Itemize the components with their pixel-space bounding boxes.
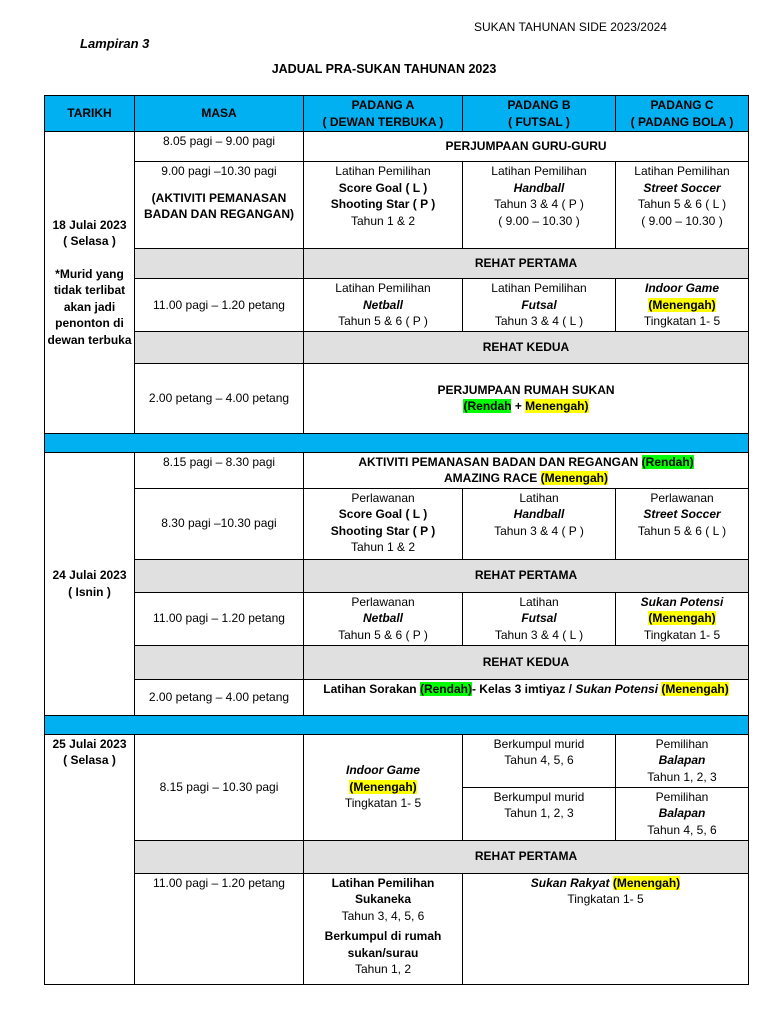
event-cell — [304, 452, 749, 488]
padang-a-cell — [304, 488, 463, 559]
time-cell: 11.00 pagi – 1.20 petang — [135, 279, 304, 332]
lampiran-label: Lampiran 3 — [80, 36, 150, 51]
time-cell: 11.00 pagi – 1.20 petang — [135, 873, 304, 984]
level-text: Tahun 3 & 4 ( L ) — [494, 314, 584, 328]
level-text: Tahun 4, 5, 6 — [647, 822, 717, 837]
activity-name: Futsal — [521, 297, 557, 312]
activity-name: Sukaneka — [354, 892, 412, 906]
event-header: SUKAN TAHUNAN SIDE 2023/2024 — [474, 20, 667, 34]
activity-type: Latihan Pemilihan — [335, 281, 431, 295]
col-tarikh: TARIKH — [45, 96, 135, 132]
time-range: ( 9.00 – 10.30 ) — [498, 213, 580, 228]
padang-bc-cell — [463, 873, 749, 984]
date-text: 25 Julai 2023 — [52, 736, 127, 751]
time-text: 9.00 pagi –10.30 pagi — [161, 164, 277, 178]
day-separator — [45, 715, 749, 734]
padang-c-sub: ( PADANG BOLA ) — [630, 114, 734, 129]
activity-name: Netball — [362, 297, 403, 312]
time-cell: 8.30 pagi –10.30 pagi — [135, 488, 304, 559]
level-text: Tingkatan 1- 5 — [344, 796, 422, 811]
activity-type: Latihan — [519, 594, 559, 609]
time-cell: 8.15 pagi – 8.30 pagi — [135, 452, 304, 488]
activity-type: Latihan Pemilihan — [634, 164, 730, 178]
padang-a-sub: ( DEWAN TERBUKA ) — [322, 114, 444, 129]
activity-type: Berkumpul murid — [493, 789, 585, 804]
activity-name: Handball — [513, 180, 565, 195]
menengah-highlight: (Menengah) — [648, 611, 716, 625]
warmup-note: (AKTIVITI PEMANASAN BADAN DAN REGANGAN) — [144, 190, 294, 221]
activity-type: Latihan Pemilihan — [335, 164, 431, 178]
date-text: 18 Julai 2023 — [52, 217, 127, 232]
level-text: Tahun 4, 5, 6 — [504, 753, 574, 767]
date-cell-day2 — [45, 452, 135, 715]
rendah-highlight: (Rendah) — [641, 454, 694, 469]
activity-name: Street Soccer — [643, 507, 721, 521]
padang-a-name: PADANG A — [351, 98, 415, 112]
rendah-highlight: (Rendah) — [419, 681, 472, 696]
level-text: Tahun 5 & 6 ( L ) — [637, 197, 727, 211]
activity-name: Indoor Game — [345, 763, 420, 778]
level-text: Tahun 1 & 2 — [350, 213, 416, 228]
padang-b-sub: ( FUTSAL ) — [508, 114, 570, 129]
day-text: ( Selasa ) — [63, 753, 116, 767]
event-cell: PERJUMPAAN GURU-GURU — [304, 132, 749, 162]
padang-c-name: PADANG C — [650, 98, 714, 112]
level-text: Tahun 1, 2, 3 — [504, 806, 574, 820]
spectator-note: *Murid yang tidak terlibat akan jadi penonton di dewan terbuka — [47, 266, 132, 347]
date-cell-day3 — [45, 734, 135, 984]
time-cell: 2.00 petang – 4.00 petang — [135, 679, 304, 715]
padang-b-cell — [463, 787, 616, 840]
event-cell — [304, 679, 749, 715]
schedule-table — [44, 95, 749, 985]
activity-name: Sukan Potensi — [640, 594, 724, 609]
table-row — [45, 331, 749, 363]
level-text: Tahun 1, 2 — [354, 962, 412, 976]
activity-type: Pemilihan — [655, 789, 709, 804]
rest-blank — [135, 249, 304, 279]
gathering-text: Berkumpul di rumah — [324, 929, 442, 943]
sukan-potensi-text: Sukan Potensi — [575, 681, 659, 696]
table-row — [45, 559, 749, 592]
page-title: JADUAL PRA-SUKAN TAHUNAN 2023 — [271, 62, 497, 76]
padang-c-cell — [616, 488, 749, 559]
activity-type: Latihan — [519, 490, 559, 505]
day-separator — [45, 433, 749, 452]
menengah-highlight: (Menengah) — [540, 471, 608, 485]
col-padang-c — [616, 96, 749, 132]
rest-blank — [135, 559, 304, 592]
level-text: Tahun 5 & 6 ( P ) — [338, 627, 428, 642]
padang-c-cell — [616, 734, 749, 787]
level-text: Tahun 1, 2, 3 — [647, 769, 717, 784]
padang-c-cell — [616, 279, 749, 332]
table-row — [45, 132, 749, 162]
rest-blank — [135, 840, 304, 873]
activity-name: Shooting Star ( P ) — [330, 197, 436, 211]
activity-type: Latihan Pemilihan — [331, 875, 435, 890]
padang-b-cell — [463, 488, 616, 559]
activity-type: Berkumpul murid — [493, 736, 585, 751]
menengah-highlight: (Menengah) — [648, 297, 716, 312]
activity-name: Futsal — [521, 611, 557, 625]
rendah-highlight: (Rendah — [463, 399, 512, 413]
padang-c-cell — [616, 162, 749, 249]
rest-label: REHAT KEDUA — [304, 331, 749, 363]
activity-type: Pemilihan — [655, 736, 709, 751]
event-text: PERJUMPAAN RUMAH SUKAN — [437, 382, 615, 397]
padang-c-cell — [616, 787, 749, 840]
activity-name: Netball — [362, 611, 403, 625]
table-row — [45, 840, 749, 873]
table-row — [45, 873, 749, 984]
activity-type: Perlawanan — [650, 490, 714, 505]
table-row — [45, 452, 749, 488]
table-row — [45, 279, 749, 332]
table-row — [45, 162, 749, 249]
padang-b-cell — [463, 734, 616, 787]
activity-name: Score Goal ( L ) — [338, 507, 428, 521]
padang-a-cell — [304, 734, 463, 840]
padang-b-cell — [463, 162, 616, 249]
gathering-place: sukan/surau — [347, 945, 419, 960]
date-cell-day1 — [45, 132, 135, 434]
rest-label: REHAT PERTAMA — [304, 840, 749, 873]
activity-type: Latihan Pemilihan — [491, 164, 587, 178]
col-masa: MASA — [135, 96, 304, 132]
activity-name: Balapan — [658, 753, 706, 767]
amazing-race-text: AMAZING RACE — [443, 471, 541, 485]
level-text: Tingkatan 1- 5 — [567, 892, 644, 906]
table-row — [45, 645, 749, 679]
col-padang-b — [463, 96, 616, 132]
level-text: Tahun 3, 4, 5, 6 — [341, 908, 425, 923]
activity-type: Perlawanan — [351, 594, 415, 609]
padang-c-cell — [616, 592, 749, 645]
time-cell: 8.15 pagi – 10.30 pagi — [135, 734, 304, 840]
level-text: Tahun 1 & 2 — [350, 540, 416, 554]
level-text: Tahun 3 & 4 ( L ) — [494, 627, 584, 642]
activity-type: Latihan Pemilihan — [491, 281, 587, 295]
activity-type: Perlawanan — [351, 490, 415, 505]
header-row — [45, 96, 749, 132]
activity-name: Handball — [513, 507, 565, 521]
table-row — [45, 488, 749, 559]
menengah-highlight: Menengah) — [525, 399, 589, 413]
activity-name: Shooting Star ( P ) — [330, 523, 436, 538]
activity-name: Score Goal ( L ) — [338, 180, 428, 195]
level-text: Tingkatan 1- 5 — [643, 627, 721, 642]
rest-label: REHAT PERTAMA — [304, 249, 749, 279]
rest-label: REHAT KEDUA — [304, 645, 749, 679]
date-text: 24 Julai 2023 — [52, 568, 127, 582]
menengah-highlight: (Menengah) — [612, 875, 681, 890]
menengah-highlight: (Menengah) — [349, 779, 417, 794]
table-row — [45, 363, 749, 433]
rest-blank — [135, 331, 304, 363]
warmup-text: AKTIVITI PEMANASAN BADAN DAN REGANGAN — [358, 454, 642, 469]
day-text: ( Isnin ) — [68, 584, 111, 599]
activity-name: Street Soccer — [643, 180, 721, 195]
rest-label: REHAT PERTAMA — [304, 559, 749, 592]
padang-b-cell — [463, 279, 616, 332]
padang-a-cell — [304, 592, 463, 645]
level-text: Tahun 3 & 4 ( P ) — [494, 523, 584, 538]
time-cell: 2.00 petang – 4.00 petang — [135, 363, 304, 433]
col-padang-a — [304, 96, 463, 132]
sorakan-text: Latihan Sorakan — [323, 681, 420, 696]
padang-b-cell — [463, 592, 616, 645]
time-cell: 8.05 pagi – 9.00 pagi — [135, 132, 304, 162]
level-text: Tingkatan 1- 5 — [643, 314, 721, 328]
time-cell — [135, 162, 304, 249]
rest-blank — [135, 645, 304, 679]
padang-a-cell — [304, 162, 463, 249]
event-cell — [304, 363, 749, 433]
level-text: Tahun 5 & 6 ( L ) — [637, 523, 727, 538]
table-row — [45, 734, 749, 787]
plus-text: + — [511, 399, 526, 413]
activity-name: Balapan — [658, 806, 706, 820]
table-row — [45, 592, 749, 645]
menengah-highlight: (Menengah) — [661, 681, 729, 696]
time-cell: 11.00 pagi – 1.20 petang — [135, 592, 304, 645]
level-text: Tahun 3 & 4 ( P ) — [494, 197, 584, 211]
padang-b-name: PADANG B — [507, 98, 571, 112]
sukan-rakyat-text: Sukan Rakyat — [530, 875, 610, 890]
day-text: ( Selasa ) — [63, 234, 116, 248]
padang-a-cell — [304, 279, 463, 332]
table-row — [45, 679, 749, 715]
time-range: ( 9.00 – 10.30 ) — [641, 213, 723, 228]
level-text: Tahun 5 & 6 ( P ) — [338, 314, 428, 328]
padang-a-cell — [304, 873, 463, 984]
activity-name: Indoor Game — [644, 281, 719, 295]
table-row — [45, 249, 749, 279]
imtiyaz-text: - Kelas 3 imtiyaz / — [471, 681, 576, 696]
